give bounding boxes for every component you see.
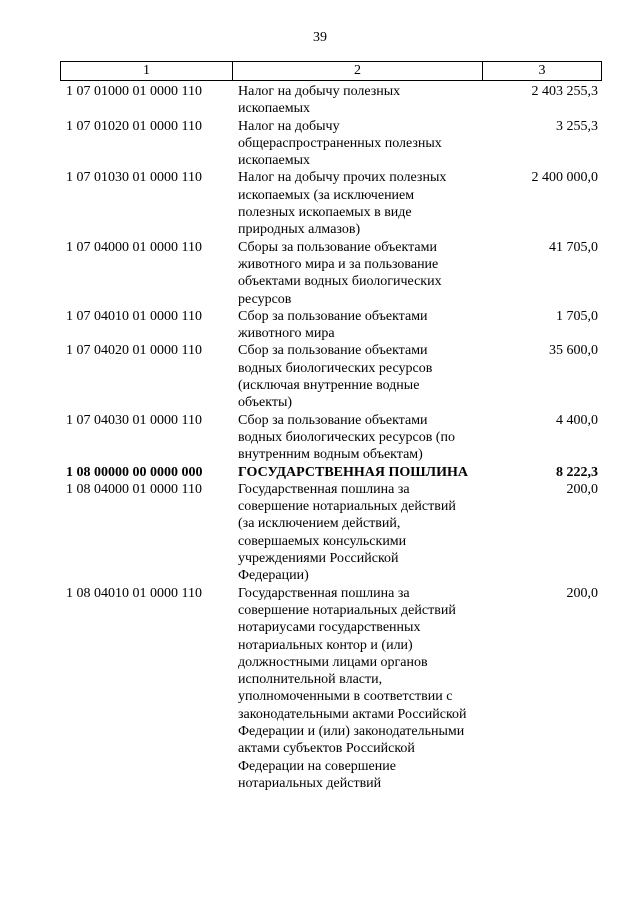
table-row: [60, 481, 602, 585]
row-amount: 35 600,0: [549, 343, 598, 359]
page-number: 39: [313, 30, 327, 45]
row-code: 1 07 01030 01 0000 110: [66, 170, 202, 186]
row-name: Сбор за пользование объектами водных биологических ресурсов (по внутренним водным объектам): [238, 412, 455, 463]
table-body: [60, 83, 602, 792]
row-name: Государственная пошлина за совершение нотариальных действий нотариусами государственных нотариальных контор и (или) должностными лицами органов исполнительной власти, уполномоченными в соответствии с законодательными актами Российской Федерации и (или) законодательными актами субъектов Российской Федерации на совершение нотариальных действий: [238, 585, 467, 791]
row-amount: 1 705,0: [556, 308, 598, 324]
row-amount: 8 222,3: [556, 464, 598, 480]
row-name: Государственная пошлина за совершение нотариальных действий (за исключением действий, совершаемых консульскими учреждениями Российской Федерации): [238, 481, 456, 584]
row-name: Налог на добычу полезных ископаемых: [238, 84, 401, 117]
table-row: [60, 308, 602, 343]
column-header-amount: 3: [538, 63, 546, 78]
row-code: 1 07 01020 01 0000 110: [66, 118, 202, 134]
table-header: [60, 61, 602, 81]
row-code: 1 07 04010 01 0000 110: [66, 308, 202, 324]
row-code: 1 08 04000 01 0000 110: [66, 481, 202, 497]
table-row-section-heading: [60, 464, 602, 481]
row-amount: 2 400 000,0: [531, 170, 598, 186]
row-name: Сбор за пользование объектами водных биологических ресурсов (исключая внутренние водные объекты): [238, 343, 433, 411]
row-name: ГОСУДАРСТВЕННАЯ ПОШЛИНА: [238, 464, 468, 480]
row-amount: 200,0: [566, 585, 598, 601]
table-row: [60, 239, 602, 308]
row-code: 1 07 04000 01 0000 110: [66, 239, 202, 255]
table-row: [60, 342, 602, 411]
row-code: 1 07 04030 01 0000 110: [66, 412, 202, 428]
row-name: Налог на добычу общераспространенных полезных ископаемых: [238, 118, 442, 169]
row-code: 1 08 00000 00 0000 000: [66, 464, 203, 480]
row-amount: 2 403 255,3: [531, 84, 598, 99]
column-header-code: 1: [61, 62, 233, 80]
row-amount: 41 705,0: [549, 239, 598, 255]
table-row: [60, 118, 602, 170]
row-name: Сбор за пользование объектами животного мира: [238, 308, 428, 342]
table-row: [60, 412, 602, 464]
table-row: [60, 585, 602, 793]
row-code: 1 07 04020 01 0000 110: [66, 343, 202, 359]
row-code: 1 07 01000 01 0000 110: [66, 84, 202, 99]
row-code: 1 08 04010 01 0000 110: [66, 585, 202, 601]
table-row: [60, 83, 602, 118]
row-amount: 200,0: [566, 481, 598, 497]
column-header-name: 2: [233, 62, 483, 80]
table-row: [60, 169, 602, 238]
row-name: Налог на добычу прочих полезных ископаемых (за исключением полезных ископаемых в виде природных алмазов): [238, 170, 447, 238]
row-amount: 4 400,0: [556, 412, 598, 428]
row-amount: 3 255,3: [556, 118, 598, 134]
row-name: Сборы за пользование объектами животного мира и за пользование объектами водных биологических ресурсов: [238, 239, 442, 307]
